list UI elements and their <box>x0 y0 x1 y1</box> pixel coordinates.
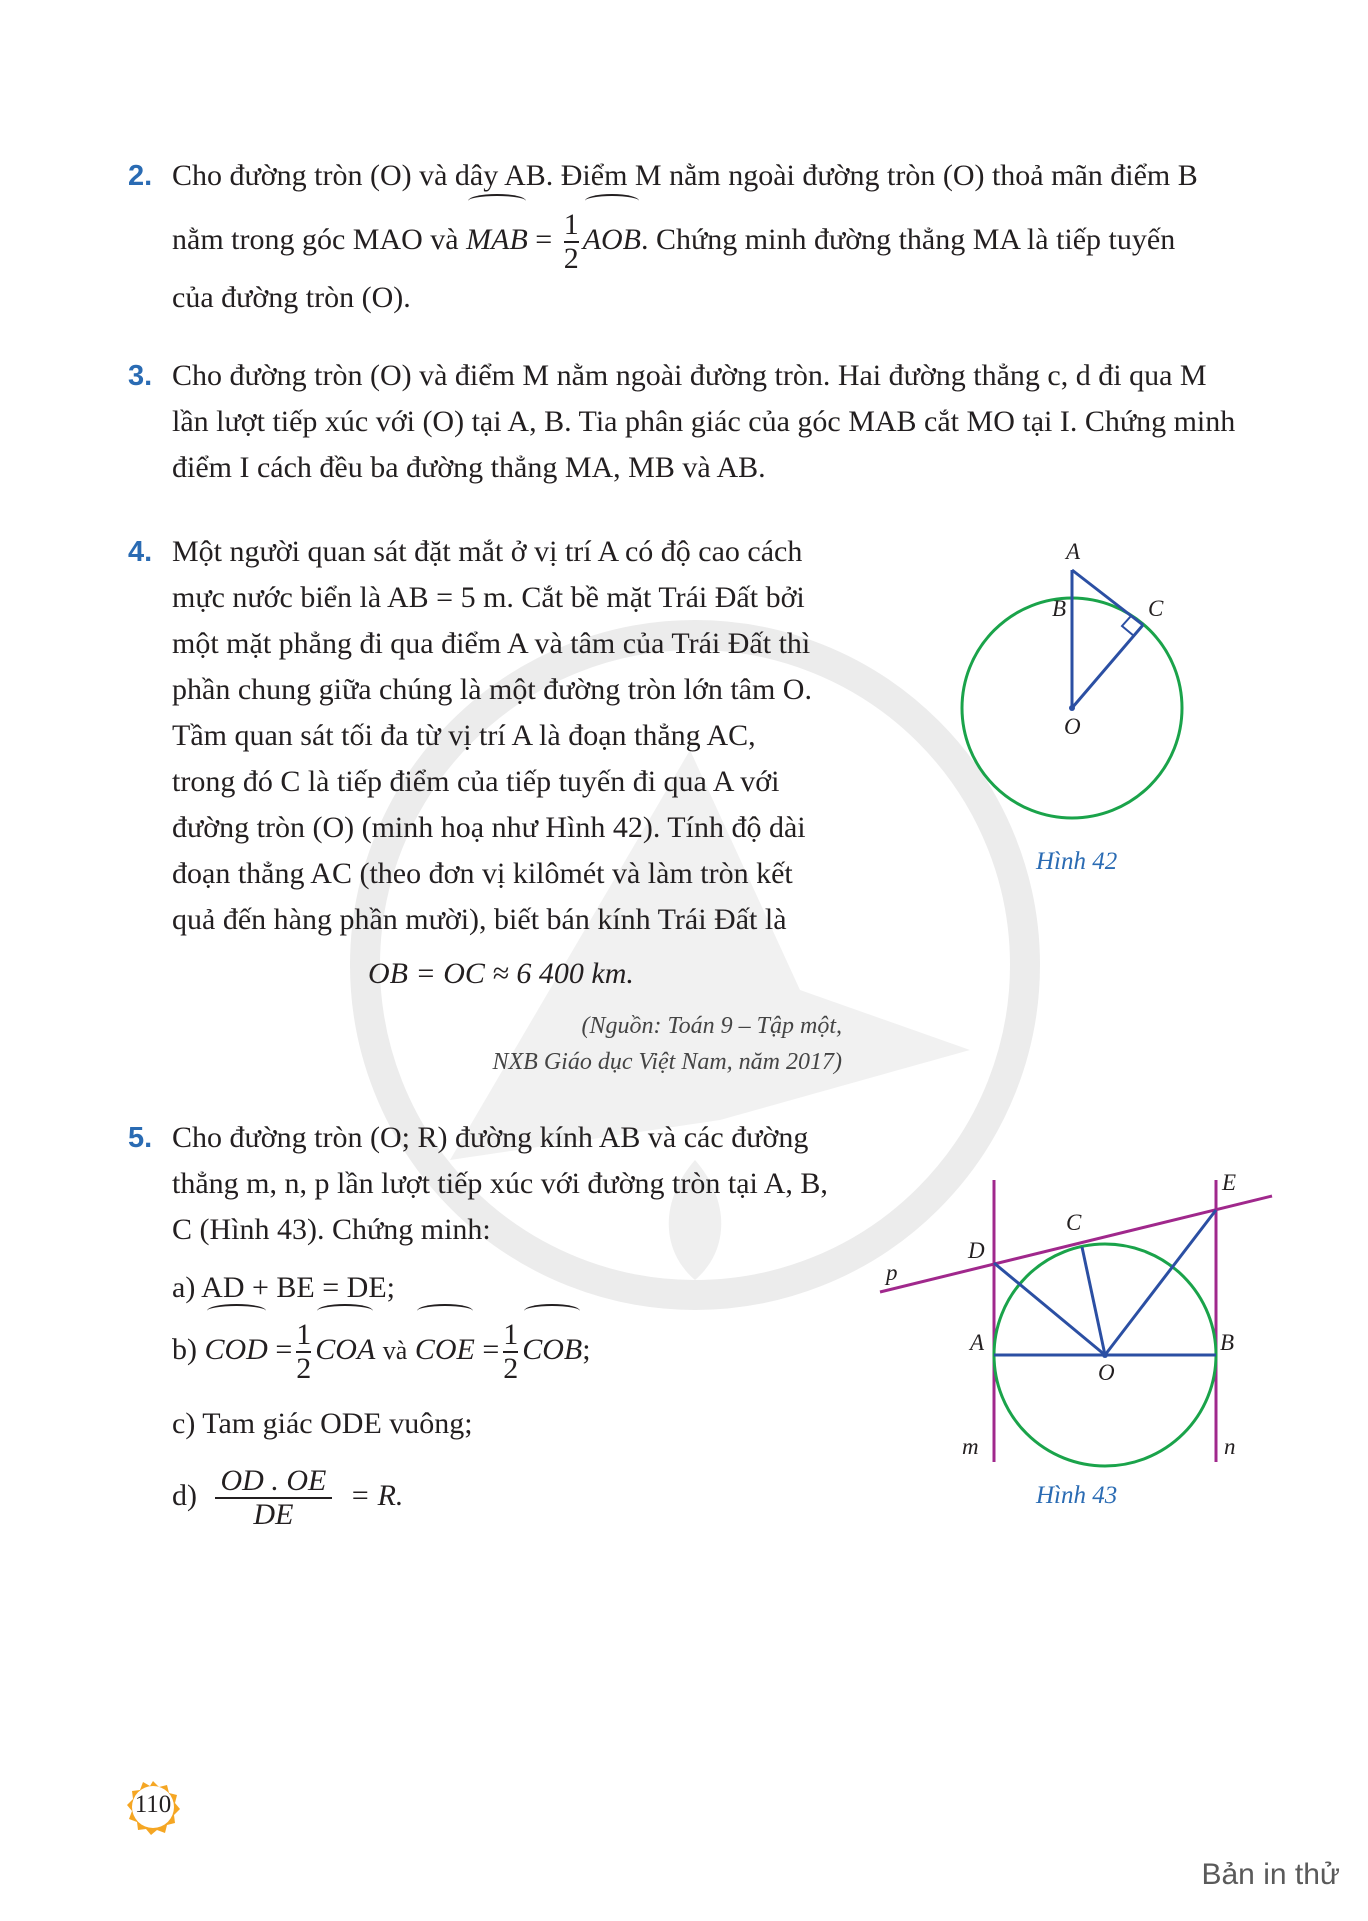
fraction-denominator: DE <box>215 1497 333 1531</box>
problem-4-line: trong đó C là tiếp điểm của tiếp tuyến đi qua A với <box>172 765 780 798</box>
arc-coe: COE <box>415 1310 475 1390</box>
fraction-denominator: 2 <box>563 242 579 276</box>
problem-2-text-b: . Chứng minh đường thẳng MA là tiếp tuyến <box>641 223 1176 256</box>
problem-2-number: 2. <box>128 160 153 192</box>
label-p: p <box>886 1260 898 1285</box>
problem-4-line: đường tròn (O) (minh hoạ như Hình 42). Tính độ dài <box>172 811 806 844</box>
arc-coa: COA <box>315 1310 375 1390</box>
problem-3-line-3: điểm I cách đều ba đường thẳng MA, MB và AB. <box>172 451 766 484</box>
label-d: D <box>968 1238 985 1263</box>
problem-2-line-3: của đường tròn (O). <box>172 281 411 314</box>
label-b: B <box>1052 596 1067 621</box>
problem-5-part-c: c) Tam giác ODE vuông; <box>172 1407 473 1440</box>
problem-4-line: Một người quan sát đặt mắt ở vị trí A có độ cao cách <box>172 535 803 568</box>
problem-2-line-2 <box>172 200 1175 280</box>
fraction-numerator: 1 <box>296 1318 312 1352</box>
label-a: A <box>970 1330 985 1355</box>
problem-5-part-d <box>172 1456 403 1536</box>
fraction-numerator: 1 <box>563 208 579 242</box>
problem-3-line-2: lần lượt tiếp xúc với (O) tại A, B. Tia phân giác của góc MAB cắt MO tại I. Chứng minh <box>172 405 1236 438</box>
caption-hinh-42: Hình 42 <box>1036 848 1118 875</box>
label-c: C <box>1148 596 1164 621</box>
part-b-prefix: b) <box>172 1333 197 1366</box>
segment-oc <box>1072 625 1143 708</box>
problem-5-part-b: b) COD = $\frac{1}{2}$ COA và COE = $\frac{1}{2}$ COB; <box>172 1310 591 1390</box>
problem-4-line: một mặt phẳng đi qua điểm A và tâm của Trái Đất thì <box>172 627 811 660</box>
fraction-od-oe-de <box>215 1465 333 1531</box>
problem-4-line: Tầm quan sát tối đa từ vị trí A là đoạn thẳng AC, <box>172 719 756 752</box>
problem-4-formula: OB = OC ≈ 6 400 km. <box>368 957 634 990</box>
problem-5-line-2: thẳng m, n, p lần lượt tiếp xúc với đường tròn tại A, B, <box>172 1167 828 1200</box>
right-angle-mark <box>1122 616 1134 636</box>
print-draft-label: Bản in thử <box>1201 1858 1340 1891</box>
figure-43 <box>870 1170 1290 1470</box>
part-b-and: và <box>382 1336 408 1365</box>
fraction-numerator: 1 <box>503 1318 519 1352</box>
problem-2-line-1: Cho đường tròn (O) và dây AB. Điểm M nằm ngoài đường tròn (O) thoả mãn điểm B <box>172 159 1198 192</box>
problem-2-text-a: nằm trong góc MAO và <box>172 223 459 256</box>
fraction-half <box>503 1319 518 1385</box>
part-d-prefix: d) <box>172 1479 197 1512</box>
problem-4-line: đoạn thẳng AC (theo đơn vị kilômét và làm tròn kết <box>172 857 793 890</box>
arc-cob: COB <box>522 1310 582 1390</box>
problem-4-number: 4. <box>128 536 153 568</box>
problem-5-line-1: Cho đường tròn (O; R) đường kính AB và các đường <box>172 1121 809 1154</box>
problem-5-line-3: C (Hình 43). Chứng minh: <box>172 1213 491 1246</box>
fraction-numerator: OD . OE <box>220 1464 327 1498</box>
label-e: E <box>1222 1170 1237 1195</box>
label-a: A <box>1066 539 1081 564</box>
problem-4-source-2: NXB Giáo dục Việt Nam, năm 2017) <box>492 1049 842 1075</box>
problem-5-part-a: a) AD + BE = DE; <box>172 1271 395 1304</box>
problem-4-line: phần chung giữa chúng là một đường tròn lớn tâm O. <box>172 673 812 706</box>
fraction-half <box>296 1319 311 1385</box>
point-o <box>1102 1352 1108 1358</box>
label-n: n <box>1224 1434 1236 1459</box>
part-d-end: = R. <box>349 1479 404 1512</box>
label-m: m <box>962 1434 979 1459</box>
label-o: O <box>1064 714 1081 739</box>
label-o: O <box>1098 1360 1115 1385</box>
problem-4-line: quả đến hàng phần mười), biết bán kính Trái Đất là <box>172 903 787 936</box>
fraction-denominator: 2 <box>503 1352 519 1386</box>
problem-4-source-1: (Nguồn: Toán 9 – Tập một, <box>581 1013 842 1039</box>
problem-3-line-1: Cho đường tròn (O) và điểm M nằm ngoài đường tròn. Hai đường thẳng c, d đi qua M <box>172 359 1207 392</box>
figure-42 <box>950 530 1210 850</box>
arc-cod: COD <box>205 1310 268 1390</box>
arc-aob: AOB <box>583 200 641 280</box>
page-number: 110 <box>134 1791 172 1818</box>
caption-hinh-43: Hình 43 <box>1036 1482 1118 1509</box>
fraction-half <box>564 209 579 275</box>
equals-sign: = <box>535 223 553 256</box>
arc-mab: MAB <box>466 200 528 280</box>
problem-5-number: 5. <box>128 1122 153 1154</box>
problem-4-line: mực nước biển là AB = 5 m. Cắt bề mặt Trái Đất bởi <box>172 581 805 614</box>
point-o <box>1069 705 1075 711</box>
fraction-denominator: 2 <box>296 1352 312 1386</box>
label-b: B <box>1220 1330 1235 1355</box>
problem-3-number: 3. <box>128 360 153 392</box>
label-c: C <box>1066 1210 1082 1235</box>
part-b-end: ; <box>582 1333 591 1366</box>
